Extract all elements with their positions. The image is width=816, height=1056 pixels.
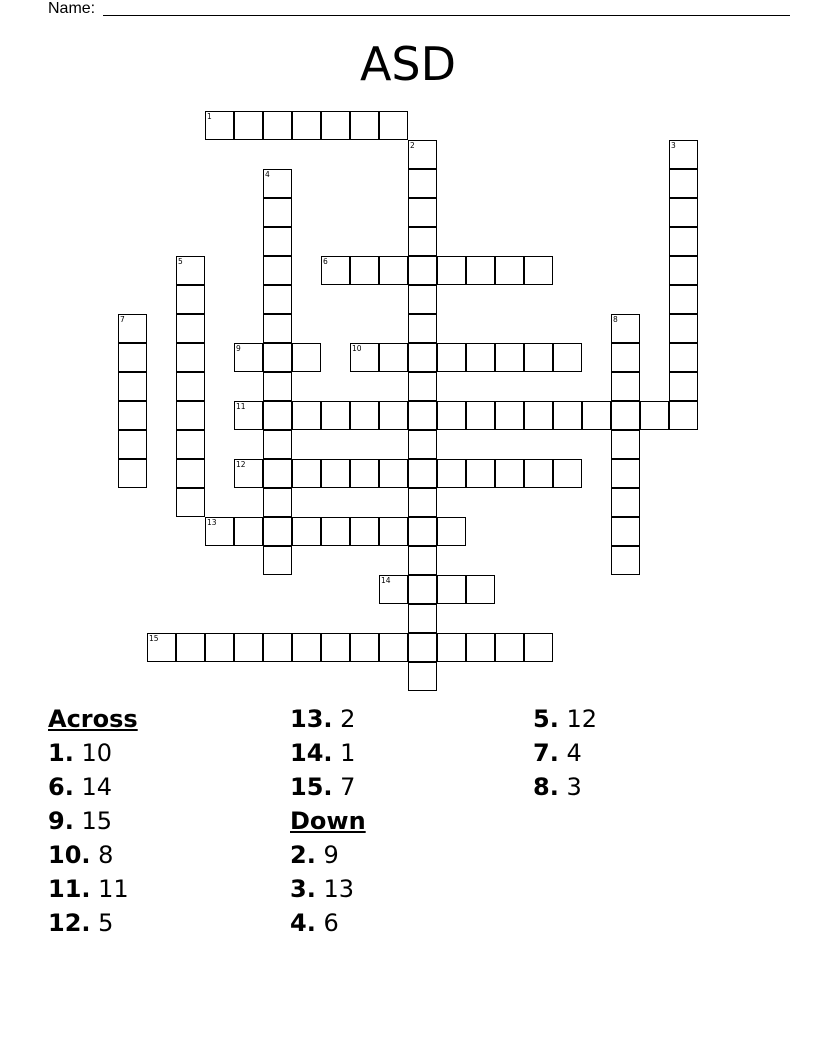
- grid-cell[interactable]: [118, 314, 147, 343]
- grid-cell[interactable]: [176, 285, 205, 314]
- clue-number: 3.: [290, 875, 316, 903]
- grid-cell[interactable]: [611, 488, 640, 517]
- grid-cell[interactable]: [321, 256, 350, 285]
- grid-cell[interactable]: [379, 256, 408, 285]
- clue-across-10: [48, 838, 278, 872]
- clue-down-3: [290, 872, 520, 906]
- grid-cell[interactable]: [379, 633, 408, 662]
- grid-cell[interactable]: [495, 633, 524, 662]
- clue-text: 7: [340, 773, 356, 801]
- grid-cell[interactable]: [350, 343, 379, 372]
- grid-cell[interactable]: [118, 430, 147, 459]
- clue-down-7: [533, 736, 763, 770]
- grid-cell[interactable]: [466, 256, 495, 285]
- grid-cell[interactable]: [176, 372, 205, 401]
- grid-cell[interactable]: [669, 227, 698, 256]
- clue-text: 13: [323, 875, 355, 903]
- grid-cell[interactable]: [669, 401, 698, 430]
- grid-cell[interactable]: [437, 575, 466, 604]
- grid-cell[interactable]: [321, 633, 350, 662]
- grid-cell[interactable]: [611, 430, 640, 459]
- clue-number: 11.: [48, 875, 91, 903]
- grid-cell[interactable]: [263, 169, 292, 198]
- grid-cell[interactable]: [234, 111, 263, 140]
- grid-cell[interactable]: [263, 111, 292, 140]
- clue-across-13: [290, 702, 520, 736]
- grid-cell[interactable]: [408, 227, 437, 256]
- cell-number: 8: [613, 315, 618, 324]
- clue-text: 15: [81, 807, 113, 835]
- grid-cell[interactable]: [118, 459, 147, 488]
- grid-cell[interactable]: [234, 517, 263, 546]
- grid-cell[interactable]: [611, 343, 640, 372]
- grid-cell[interactable]: [466, 343, 495, 372]
- grid-cell[interactable]: [176, 314, 205, 343]
- across-heading: Across: [48, 705, 138, 733]
- clue-text: 8: [98, 841, 114, 869]
- grid-cell[interactable]: [263, 459, 292, 488]
- grid-cell[interactable]: [350, 111, 379, 140]
- grid-cell[interactable]: [466, 575, 495, 604]
- cell-number: 14: [381, 576, 391, 585]
- grid-cell[interactable]: [118, 372, 147, 401]
- clue-text: 11: [98, 875, 129, 903]
- clue-number: 7.: [533, 739, 559, 767]
- grid-cell[interactable]: [263, 546, 292, 575]
- grid-cell[interactable]: [176, 633, 205, 662]
- grid-cell[interactable]: [350, 401, 379, 430]
- clue-number: 13.: [290, 705, 333, 733]
- grid-cell[interactable]: [408, 517, 437, 546]
- clue-text: 2: [340, 705, 356, 733]
- clue-down-5: [533, 702, 763, 736]
- grid-cell[interactable]: [379, 575, 408, 604]
- clue-down-8: [533, 770, 763, 804]
- grid-cell[interactable]: [408, 604, 437, 633]
- clue-text: 3: [566, 773, 582, 801]
- grid-cell[interactable]: [176, 459, 205, 488]
- grid-cell[interactable]: [669, 372, 698, 401]
- grid-cell[interactable]: [669, 140, 698, 169]
- grid-cell[interactable]: [379, 401, 408, 430]
- grid-cell[interactable]: [205, 111, 234, 140]
- clue-number: 2.: [290, 841, 316, 869]
- grid-cell[interactable]: [611, 314, 640, 343]
- clue-number: 14.: [290, 739, 333, 767]
- grid-cell[interactable]: [408, 169, 437, 198]
- cell-number: 13: [207, 518, 217, 527]
- clue-column-3: [533, 702, 763, 804]
- grid-cell[interactable]: [553, 343, 582, 372]
- cell-number: 7: [120, 315, 125, 324]
- grid-cell[interactable]: [495, 459, 524, 488]
- clue-text: 10: [81, 739, 113, 767]
- grid-cell[interactable]: [466, 459, 495, 488]
- grid-cell[interactable]: [263, 256, 292, 285]
- grid-cell[interactable]: [408, 488, 437, 517]
- grid-cell[interactable]: [408, 372, 437, 401]
- clue-number: 1.: [48, 739, 74, 767]
- grid-cell[interactable]: [437, 256, 466, 285]
- grid-cell[interactable]: [321, 401, 350, 430]
- clue-down-4: [290, 906, 520, 940]
- grid-cell[interactable]: [408, 198, 437, 227]
- grid-cell[interactable]: [176, 401, 205, 430]
- grid-cell[interactable]: [292, 517, 321, 546]
- grid-cell[interactable]: [437, 517, 466, 546]
- grid-cell[interactable]: [669, 314, 698, 343]
- grid-cell[interactable]: [176, 430, 205, 459]
- grid-cell[interactable]: [263, 198, 292, 227]
- grid-cell[interactable]: [669, 256, 698, 285]
- clue-text: 12: [566, 705, 598, 733]
- cell-number: 5: [178, 257, 183, 266]
- grid-cell[interactable]: [176, 343, 205, 372]
- cell-number: 9: [236, 344, 241, 353]
- grid-cell[interactable]: [524, 343, 553, 372]
- grid-cell[interactable]: [263, 227, 292, 256]
- cell-number: 6: [323, 257, 328, 266]
- clue-number: 9.: [48, 807, 74, 835]
- clue-number: 5.: [533, 705, 559, 733]
- grid-cell[interactable]: [466, 401, 495, 430]
- grid-cell[interactable]: [350, 633, 379, 662]
- grid-cell[interactable]: [553, 459, 582, 488]
- grid-cell[interactable]: [553, 401, 582, 430]
- grid-cell[interactable]: [408, 256, 437, 285]
- clue-text: 5: [98, 909, 114, 937]
- grid-cell[interactable]: [263, 372, 292, 401]
- name-label: Name:: [48, 0, 96, 17]
- clue-across-1: [48, 736, 278, 770]
- clue-number: 15.: [290, 773, 333, 801]
- clue-across-12: [48, 906, 278, 940]
- grid-cell[interactable]: [408, 343, 437, 372]
- grid-cell[interactable]: [118, 343, 147, 372]
- grid-cell[interactable]: [408, 459, 437, 488]
- grid-cell[interactable]: [234, 459, 263, 488]
- grid-cell[interactable]: [408, 430, 437, 459]
- grid-cell[interactable]: [408, 662, 437, 691]
- clue-text: 1: [340, 739, 356, 767]
- grid-cell[interactable]: [524, 401, 553, 430]
- grid-cell[interactable]: [234, 343, 263, 372]
- grid-cell[interactable]: [292, 343, 321, 372]
- clue-text: 4: [566, 739, 582, 767]
- grid-cell[interactable]: [263, 401, 292, 430]
- page-title: ASD: [359, 37, 457, 91]
- grid-cell[interactable]: [321, 517, 350, 546]
- grid-cell[interactable]: [379, 343, 408, 372]
- grid-cell[interactable]: [640, 401, 669, 430]
- grid-cell[interactable]: [379, 459, 408, 488]
- clue-number: 10.: [48, 841, 91, 869]
- clue-number: 6.: [48, 773, 74, 801]
- grid-cell[interactable]: [321, 111, 350, 140]
- grid-cell[interactable]: [437, 343, 466, 372]
- cell-number: 10: [352, 344, 362, 353]
- clue-number: 8.: [533, 773, 559, 801]
- grid-cell[interactable]: [408, 546, 437, 575]
- clue-across-15: [290, 770, 520, 804]
- clue-column-1: [48, 702, 278, 940]
- grid-cell[interactable]: [234, 401, 263, 430]
- grid-cell[interactable]: [437, 633, 466, 662]
- grid-cell[interactable]: [611, 459, 640, 488]
- clue-text: 9: [323, 841, 339, 869]
- grid-cell[interactable]: [495, 401, 524, 430]
- grid-cell[interactable]: [495, 256, 524, 285]
- clue-text: 6: [323, 909, 339, 937]
- grid-cell[interactable]: [292, 633, 321, 662]
- grid-cell[interactable]: [669, 169, 698, 198]
- cell-number: 15: [149, 634, 159, 643]
- grid-cell[interactable]: [350, 517, 379, 546]
- grid-cell[interactable]: [466, 633, 495, 662]
- grid-cell[interactable]: [495, 343, 524, 372]
- grid-cell[interactable]: [408, 140, 437, 169]
- clue-number: 4.: [290, 909, 316, 937]
- grid-cell[interactable]: [176, 256, 205, 285]
- grid-cell[interactable]: [176, 488, 205, 517]
- grid-cell[interactable]: [205, 517, 234, 546]
- grid-cell[interactable]: [263, 517, 292, 546]
- grid-cell[interactable]: [611, 546, 640, 575]
- grid-cell[interactable]: [408, 314, 437, 343]
- grid-cell[interactable]: [350, 256, 379, 285]
- clue-down-2: [290, 838, 520, 872]
- grid-cell[interactable]: [408, 401, 437, 430]
- clue-across-14: [290, 736, 520, 770]
- clue-text: 14: [81, 773, 113, 801]
- grid-cell[interactable]: [582, 401, 611, 430]
- grid-cell[interactable]: [263, 488, 292, 517]
- grid-cell[interactable]: [408, 633, 437, 662]
- clue-across-9: [48, 804, 278, 838]
- grid-cell[interactable]: [408, 575, 437, 604]
- grid-cell[interactable]: [263, 314, 292, 343]
- grid-cell[interactable]: [669, 198, 698, 227]
- grid-cell[interactable]: [118, 401, 147, 430]
- grid-cell[interactable]: [350, 459, 379, 488]
- cell-number: 11: [236, 402, 246, 411]
- clue-across-6: [48, 770, 278, 804]
- grid-cell[interactable]: [263, 285, 292, 314]
- cell-number: 3: [671, 141, 676, 150]
- grid-cell[interactable]: [292, 459, 321, 488]
- cell-number: 12: [236, 460, 246, 469]
- cell-number: 2: [410, 141, 415, 150]
- grid-cell[interactable]: [408, 285, 437, 314]
- grid-cell[interactable]: [437, 401, 466, 430]
- grid-cell[interactable]: [379, 517, 408, 546]
- down-heading: Down: [290, 807, 366, 835]
- grid-cell[interactable]: [205, 633, 234, 662]
- grid-cell[interactable]: [292, 111, 321, 140]
- clue-column-2: [290, 702, 520, 940]
- grid-cell[interactable]: [611, 401, 640, 430]
- cell-number: 1: [207, 112, 212, 121]
- grid-cell[interactable]: [669, 343, 698, 372]
- grid-cell[interactable]: [437, 459, 466, 488]
- grid-cell[interactable]: [263, 430, 292, 459]
- grid-cell[interactable]: [524, 633, 553, 662]
- grid-cell[interactable]: [234, 633, 263, 662]
- grid-cell[interactable]: [263, 343, 292, 372]
- grid-cell[interactable]: [524, 459, 553, 488]
- grid-cell[interactable]: [379, 111, 408, 140]
- clue-number: 12.: [48, 909, 91, 937]
- clue-across-11: [48, 872, 278, 906]
- grid-cell[interactable]: [292, 401, 321, 430]
- grid-cell[interactable]: [263, 633, 292, 662]
- grid-cell[interactable]: [524, 256, 553, 285]
- grid-cell[interactable]: [669, 285, 698, 314]
- cell-number: 4: [265, 170, 270, 179]
- grid-cell[interactable]: [611, 372, 640, 401]
- grid-cell[interactable]: [321, 459, 350, 488]
- grid-cell[interactable]: [147, 633, 176, 662]
- grid-cell[interactable]: [611, 517, 640, 546]
